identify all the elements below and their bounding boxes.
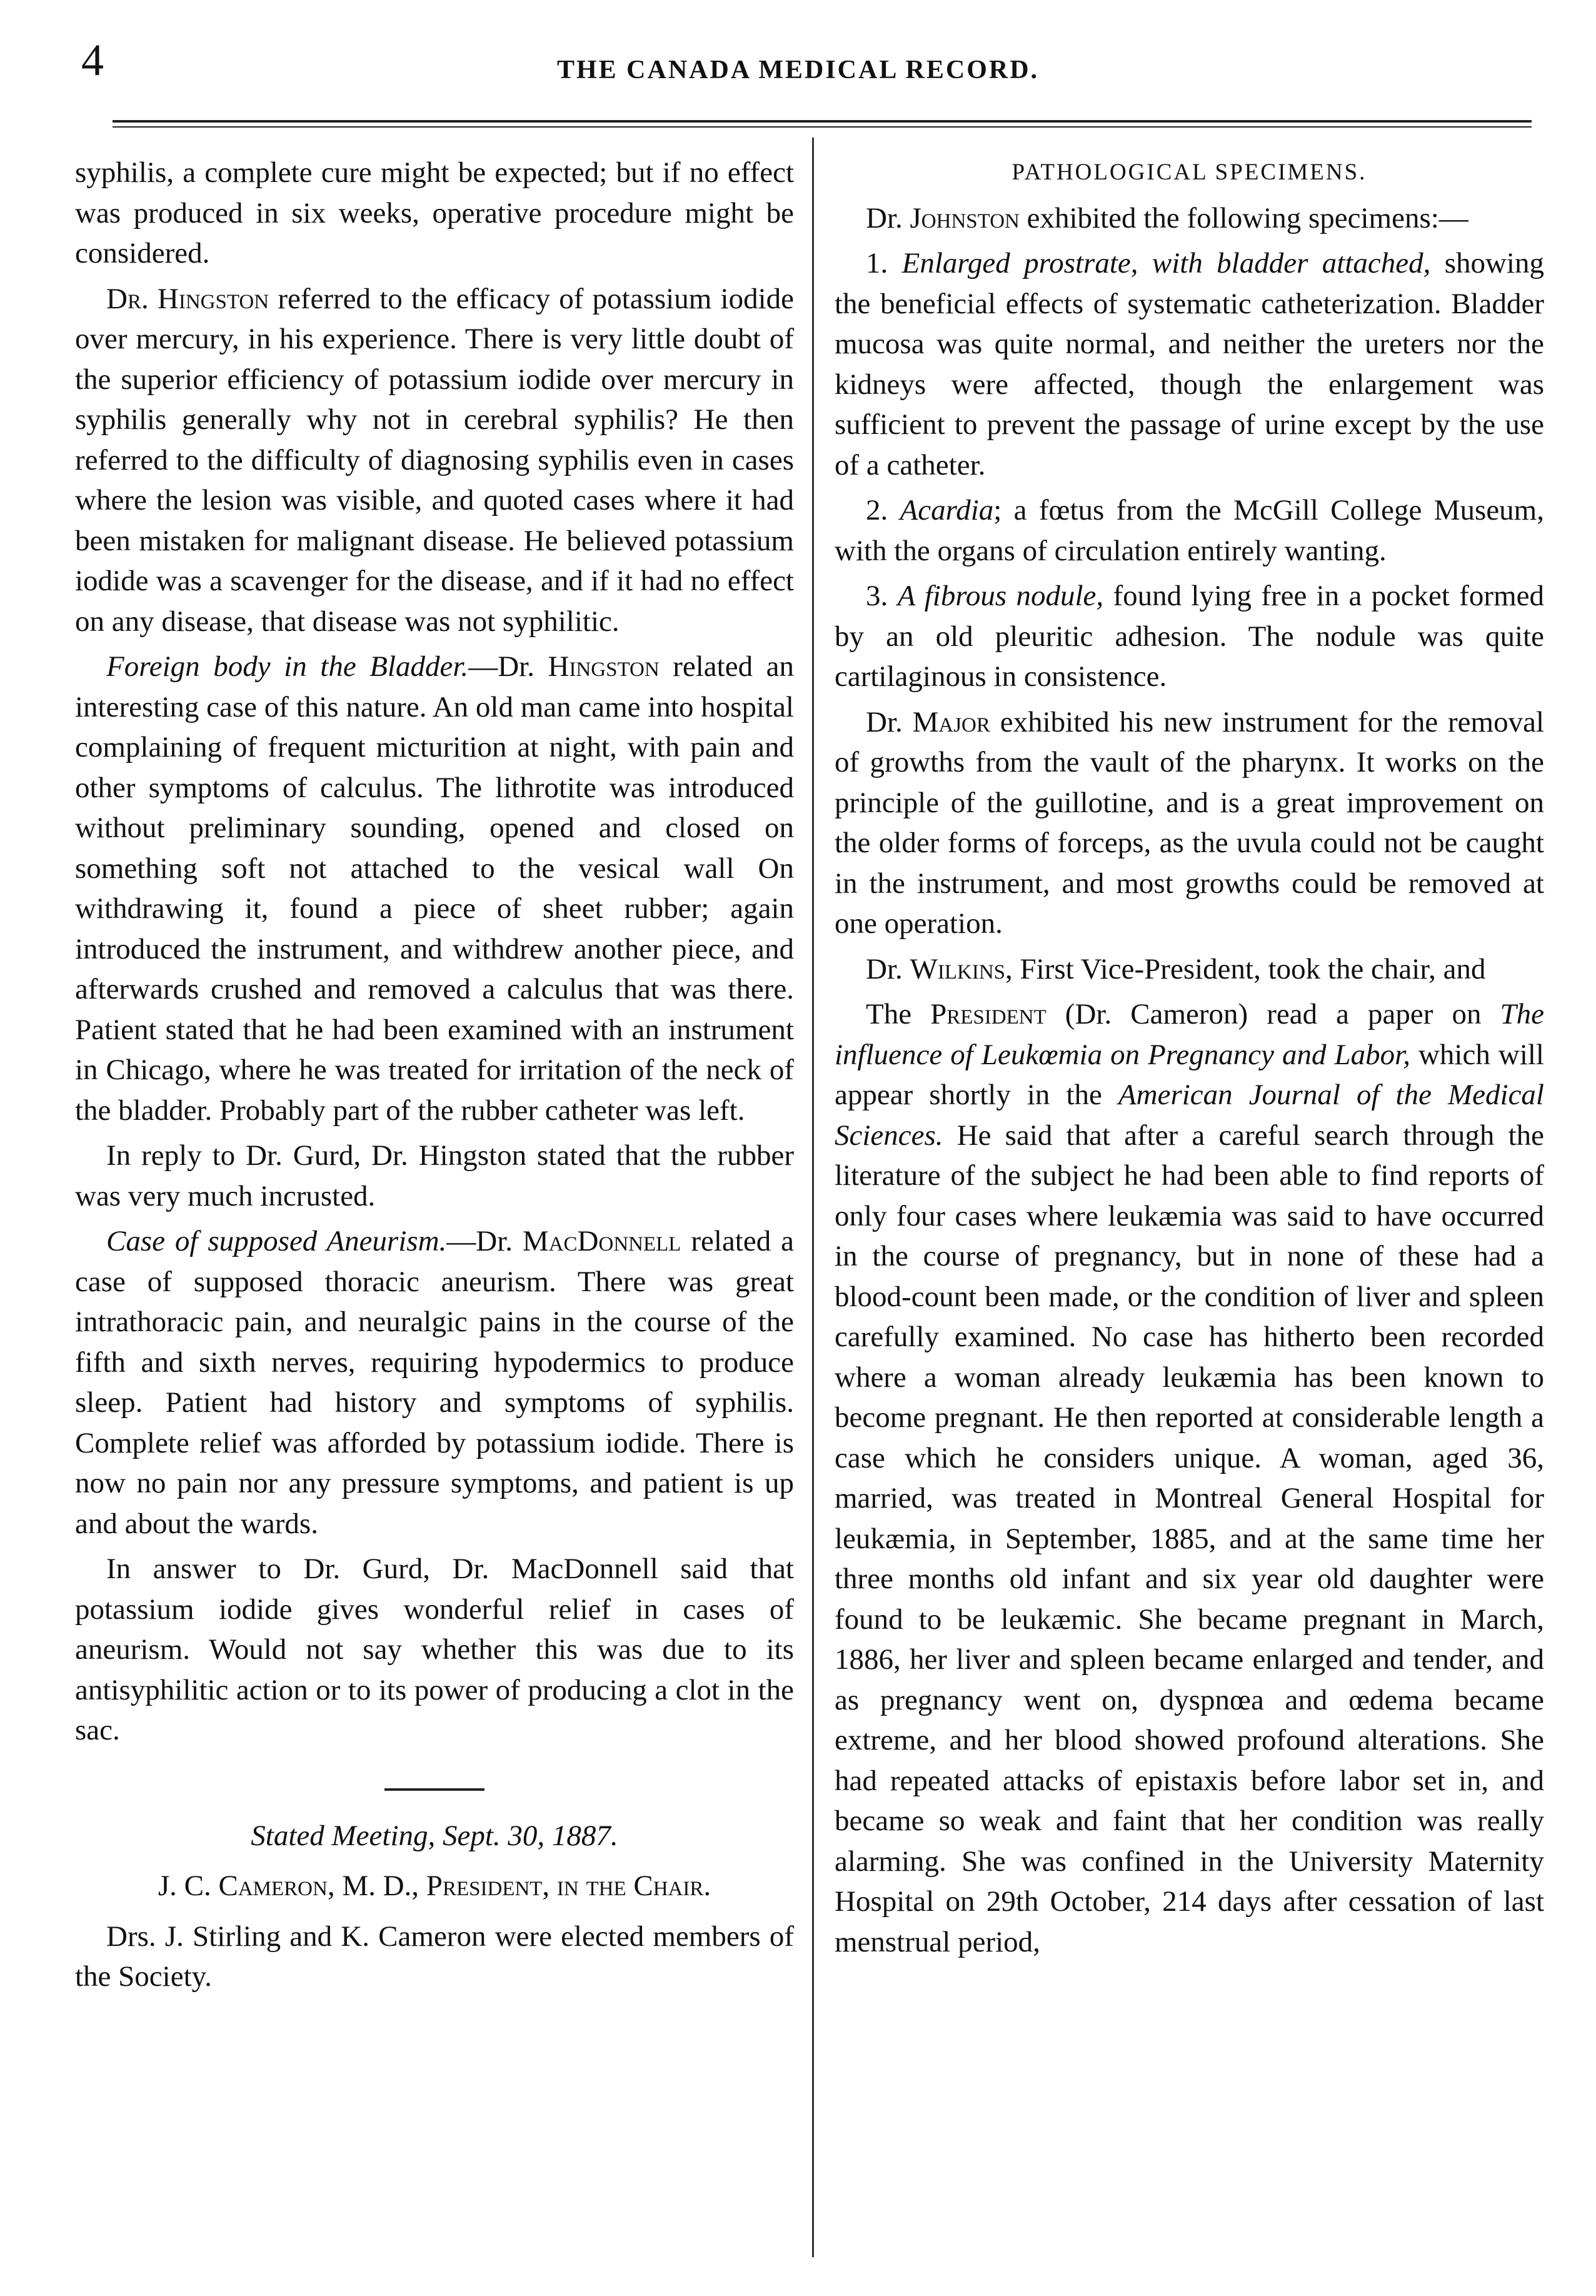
paragraph: syphilis, a complete cure might be expected; but if no effect was produced in six weeks, operative procedure might be considered. [75,156,794,269]
section-heading: PATHOLOGICAL SPECIMENS. [1011,159,1367,185]
speaker-name: President [930,998,1046,1030]
dash-text: —Dr. [446,1225,523,1257]
paragraph: In answer to Dr. Gurd, Dr. MacDonnell said that potassium iodide gives wonderful relief in cases of aneurism. Would not say whether this was due to its antisyphilitic action or to its power of producing a clot in the sac. [75,1553,794,1746]
paragraph [75,1221,794,1544]
speaker-name: MacDonnell [522,1225,681,1257]
paragraph-text: , First Vice-President, took the chair, and [1005,952,1486,985]
paragraph [835,198,1544,239]
paragraph [835,994,1544,1962]
paragraph-text: exhibited the following specimens:— [1019,201,1468,234]
section-separator-rule [384,1788,484,1791]
paragraph-text: He said that after a careful search through the literature of the subject he had been able to find reports of only four cases where leukæmia was said to have occurred in the course of pregnancy, but in none of these had a blood-count been made, or the condition of liver and spleen carefully examined. No case has hitherto been recorded where a woman already leukæmia has been known to become pregnant. He then reported at considerable length a case which he considers unique. A woman, aged 36, married, was treated in Montreal General Hospital for leukæmia, in September, 1885, and at the same time her three months old infant and six year old daughter were found to be leukæmic. She became pregnant in March, 1886, her liver and spleen became enlarged and tender, and as pregnancy went on, dyspnœa and œdema became extreme, and her blood showed profound alterations. She had repeated attacks of epistaxis before labor set in, and became so weak and faint that her condition was really alarming. She was confined in the University Maternity Hospital on 29th October, 214 days after cessation of last menstrual period, [835,1119,1544,1958]
item-number: 1. [866,247,902,279]
paragraph-text: which will appear shortly in the [835,1038,1544,1111]
specimen-title: A fibrous nodule, [897,580,1104,612]
journal-title: American Journal of the Medical Sciences. [835,1079,1544,1152]
specimen-item [835,243,1544,485]
paragraph-text: related an interesting case of this nature. An old man came into hospital complaining of frequent micturition at night, with pain and other symptoms of calculus. The lithrotite was introduced without preliminary sounding, opened and closed on something soft not attached to the vesical wall On withdrawing it, found a piece of sheet rubber; again introduced the instrument, and withdrew another piece, and afterwards crushed and removed a calculus that was there. Patient stated that he had been examined with an instrument in Chicago, where he was treated for irritation of the neck of the bladder. Probably part of the rubber catheter was left. [75,650,794,1127]
item-number: 3. [866,580,898,612]
paragraph-text: showing the beneficial effects of systematic catheterization. Bladder mucosa was quite normal, and neither the ureters nor the kidneys were affected, though the enlargement was sufficient to prevent the passage of urine except by the use of a catheter. [835,247,1544,481]
speaker-name: Dr. Hingston [106,282,269,315]
speaker-name: Hingston [548,650,660,683]
page-number: 4 [81,35,104,85]
case-title: Foreign body in the Bladder. [106,650,469,683]
paragraph [835,702,1544,944]
speaker-name: Johnston [910,201,1020,234]
dash-text: —Dr. [468,650,548,683]
paragraph: Drs. J. Stirling and K. Cameron were elected members of the Society. [75,1920,794,1993]
prefix-text: The [866,998,931,1030]
paragraph [75,647,794,1130]
left-column [75,153,794,2002]
specimen-item [835,576,1544,697]
speaker-name: Wilkins [910,952,1006,985]
column-divider [812,138,814,2257]
running-head: THE CANADA MEDICAL RECORD. [556,56,1040,84]
paragraph: In reply to Dr. Gurd, Dr. Hingston stated that the rubber was very much incrusted. [75,1139,794,1212]
paragraph-text: referred to the efficacy of potassium iodide over mercury, in his experience. There is very little doubt of the superior efficiency of potassium iodide over mercury in syphilis generally why not in cerebral syphilis? He then referred to the difficulty of diagnosing syphilis even in cases where the lesion was visible, and quoted cases where it had been mistaken for malignant disease. He believed potassium iodide was a scavenger for the disease, and if it had no effect on any disease, that disease was not syphilitic. [75,282,794,638]
header-rule [113,120,1532,128]
prefix-text: Dr. [866,201,910,234]
paragraph-text: ; a fœtus from the McGill College Museum, with the organs of circulation entirely wanting. [835,494,1544,567]
paragraph-text: related a case of supposed thoracic aneurism. There was great intrathoracic pain, and neuralgic pains in the course of the fifth and sixth nerves, requiring hypodermics to produce sleep. Patient had history and symptoms of syphilis. Complete relief was afforded by potassium iodide. There is now no pain nor any pressure symptoms, and patient is up and about the wards. [75,1225,794,1540]
specimen-title: Enlarged prostrate, with bladder attached, [901,247,1431,279]
paragraph [835,949,1544,990]
paragraph [75,279,794,642]
case-title: Case of supposed Aneurism. [106,1225,447,1257]
item-number: 2. [866,494,900,526]
meeting-title: Stated Meeting, Sept. 30, 1887. [251,1819,618,1852]
paragraph-text: (Dr. Cameron) read a paper on [1046,998,1500,1030]
chair-line: J. C. Cameron, M. D., President, in the Chair. [158,1870,711,1902]
paragraph-text: found lying free in a pocket formed by an old pleuritic adhesion. The nodule was quite cartilaginous in consistence. [835,580,1545,693]
prefix-text: Dr. [866,952,910,985]
speaker-name: Major [912,705,990,738]
prefix-text: Dr. [866,705,913,738]
specimen-title: Acardia [900,494,994,526]
specimen-item [835,490,1544,571]
paragraph-text: exhibited his new instrument for the removal of growths from the vault of the pharynx. It works on the principle of the guillotine, and is a great improvement on the older forms of forceps, as the uvula could not be caught in the instrument, and most growths could be removed at one operation. [835,705,1545,940]
paper-title: The influence of Leukœmia on Pregnancy and Labor, [835,998,1544,1071]
right-column [835,153,1544,1967]
